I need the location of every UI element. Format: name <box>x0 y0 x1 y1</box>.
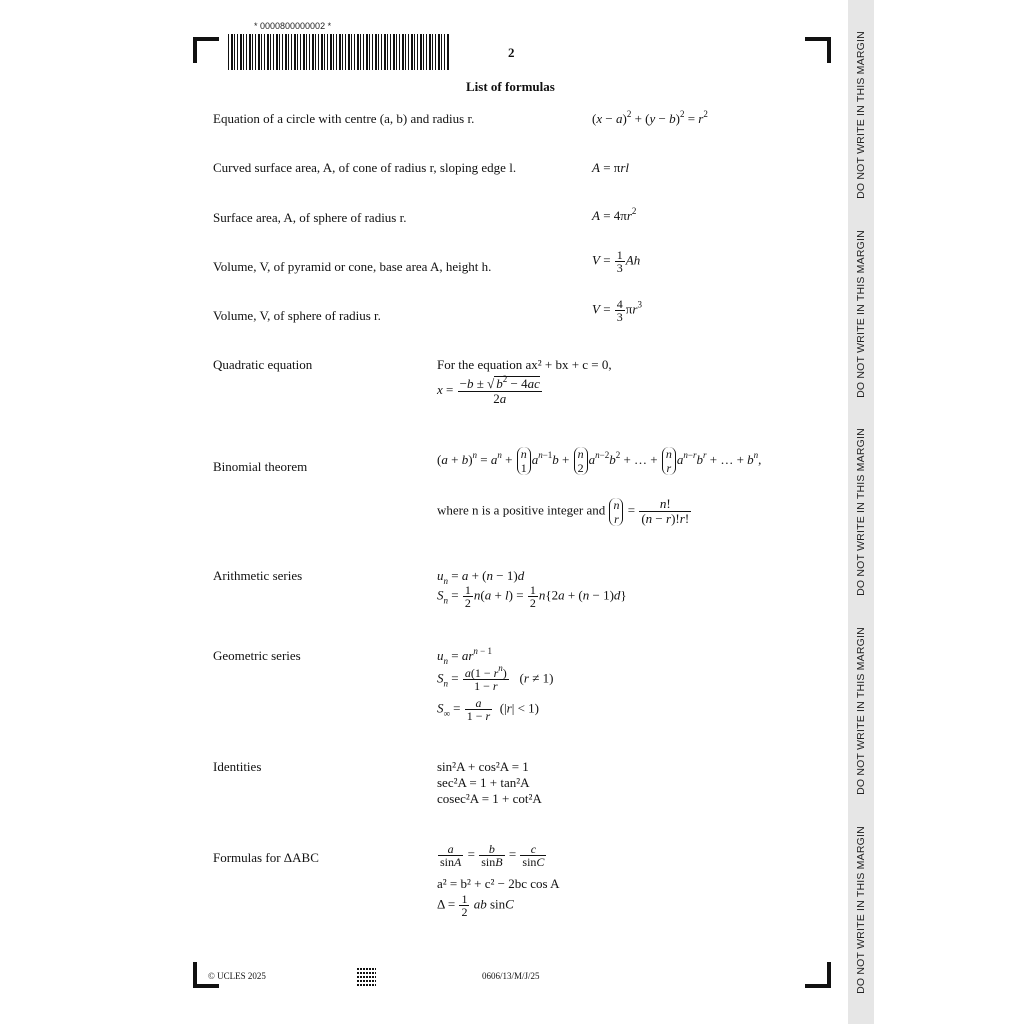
sphere-volume-label: Volume, V, of sphere of radius r. <box>213 308 381 323</box>
binomial-where-text: where n is a positive integer and <box>437 502 606 518</box>
geometric-label: Geometric series <box>213 648 301 663</box>
page-number: 2 <box>508 45 515 60</box>
binomial-coefficient: where n is a positive integer and n r = $\frac{n!}{(n - r)!r!}$ <box>437 496 690 526</box>
cosine-rule: a² = b² + c² − 2bc cos A <box>437 876 560 891</box>
sphere-volume-formula: V = $\frac{4}{3}$ $\pi r^3$ <box>592 297 642 324</box>
crop-mark-top-left <box>193 37 197 63</box>
geometric-nth-term: $u_n = ar^{n - 1}$ <box>437 646 492 666</box>
identity-1: sin²A + cos²A = 1 <box>437 759 529 774</box>
circle-label: Equation of a circle with centre (a, b) and radius r. <box>213 111 475 126</box>
pyramid-volume-formula: V = $\frac{1}{3}$ Ah <box>592 248 641 275</box>
triangle-label: Formulas for ΔABC <box>213 850 319 865</box>
crop-mark-bottom-left <box>193 984 219 988</box>
quadratic-formula: x = $\frac{-b \pm √ b^2 - 4ac}{2a}$ <box>437 374 540 406</box>
arithmetic-nth-term: $u_n = a + (n - 1)d$ <box>437 568 525 586</box>
binomial-label: Binomial theorem <box>213 459 308 474</box>
crop-mark-top-right <box>827 37 831 63</box>
arithmetic-sum: $S_n$ = $\frac{1}{2}$ n(a + l) = $\frac{1}{2}$ n{2a + (n − 1)d} <box>437 583 627 610</box>
qr-code <box>357 966 376 986</box>
cone-area-label: Curved surface area, A, of cone of radius r, sloping edge l. <box>213 160 517 175</box>
binomial-expansion: $(a + b)^n = a^n$ + n 1 $a^{n-1}b$ + n 2 $a^{n-2}b^2$ + … + n r $a^{n-r}b^r$ + … + $b^n$, <box>437 447 762 475</box>
paper-code: 0606/13/M/J/25 <box>482 971 540 981</box>
identity-2: sec²A = 1 + tan²A <box>437 775 530 790</box>
triangle-area: Δ = $\frac{1}{2}$ ab sinC <box>437 892 514 919</box>
sphere-area-label: Surface area, A, of sphere of radius r. <box>213 210 407 225</box>
page-title: List of formulas <box>466 79 555 94</box>
crop-mark-bottom-right <box>805 984 831 988</box>
pyramid-volume-label: Volume, V, of pyramid or cone, base area A, height h. <box>213 259 492 274</box>
arithmetic-label: Arithmetic series <box>213 568 303 583</box>
geometric-sum-infinity: $S_\infty$ = $\frac{a}{1 - r}$ (|r| < 1) <box>437 696 539 723</box>
sine-rule: $\frac{a}{\sin A}$ = $\frac{b}{\sin B}$ = $\frac{c}{\sin C}$ <box>440 842 545 869</box>
quadratic-label: Quadratic equation <box>213 357 313 372</box>
quadratic-intro: For the equation ax² + bx + c = 0, <box>437 357 612 372</box>
copyright: © UCLES 2025 <box>208 971 266 981</box>
geometric-sum: $S_n$ = $\frac{a(1 - r^n)}{1 - r}$ (r ≠ 1) <box>437 663 554 693</box>
barcode <box>228 34 450 70</box>
sphere-area-formula: $A = 4\pi r^2$ <box>592 206 637 223</box>
identities-label: Identities <box>213 759 262 774</box>
cone-area-formula: A = πrl <box>592 160 630 175</box>
barcode-number: * 0000800000002 * <box>254 21 332 31</box>
identity-3: cosec²A = 1 + cot²A <box>437 791 542 806</box>
circle-formula: $(x - a)^2 + (y - b)^2 = r^2$ <box>592 109 708 126</box>
